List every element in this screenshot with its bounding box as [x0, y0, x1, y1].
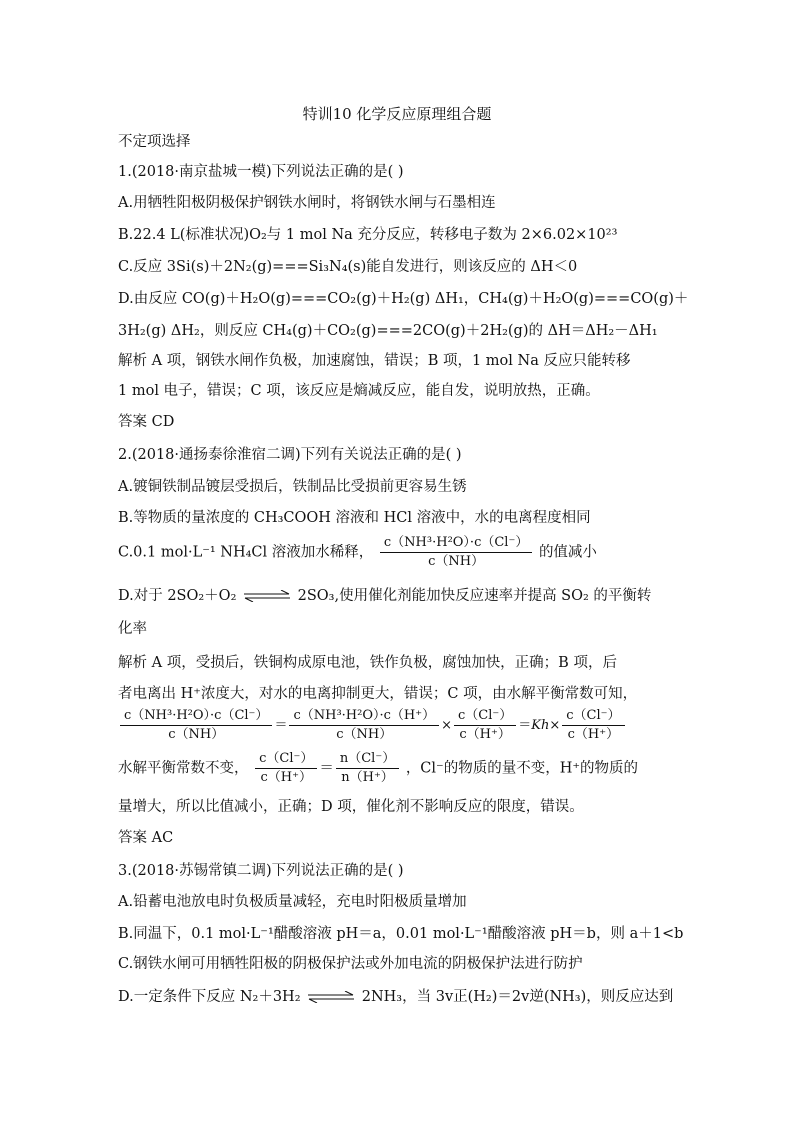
q3-option-d-tail: 2NH₃，当 3v正(H₂)＝2v逆(NH₃)，则反应达到	[361, 989, 674, 1005]
q2-option-d-line2: 化率	[118, 621, 147, 637]
q2-option-d-tail: 2SO₃,使用催化剂能加快反应速率并提高 SO₂ 的平衡转	[297, 588, 652, 604]
q2-analysis-line4: 水解平衡常数不变， $\frac{c(Cl^-)}{c(H^+)}$ ＝ $\frac{n(Cl^-)}{n(H^+)}$ ，Cl⁻的物质的量不变，H⁺的物质的	[118, 751, 638, 785]
q2-option-c-tail: 的值减小	[538, 544, 597, 561]
q3-option-c: C.钢铁水闸可用牺牲阳极的阴极保护法或外加电流的阴极保护法进行防护	[118, 956, 583, 972]
q1-option-c: C.反应 3Si(s)＋2N₂(g)===Si₃N₄(s)能自发进行，则该反应的 ΔH＜0	[118, 259, 578, 275]
q2-analysis-line4-text: 水解平衡常数不变，	[118, 760, 249, 777]
q3-option-d-text: D.一定条件下反应 N₂＋3H₂	[118, 989, 301, 1005]
q2-analysis-line5: 量增大，所以比值减小，正确；D 项，催化剂不影响反应的限度，错误。	[118, 799, 584, 815]
q1-analysis-line1: 解析 A 项，钢铁水闸作负极，加速腐蚀，错误；B 项，1 mol Na 反应只能转移	[118, 353, 631, 369]
q3-stem: 3.(2018·苏锡常镇二调)下列说法正确的是( )	[118, 863, 404, 879]
eq-fraction-1	[120, 707, 272, 744]
fraction-numerator: c（NH³·H²O）·c（Cl⁻）	[380, 534, 532, 553]
fraction-numerator: c（NH³·H²O）·c（Cl⁻）	[120, 707, 272, 726]
q2-option-d-text: D.对于 2SO₂＋O₂	[118, 588, 237, 604]
eq-fraction-2	[289, 707, 439, 744]
q2-option-a: A.镀铜铁制品镀层受损后，铁制品比受损前更容易生锈	[118, 479, 467, 495]
q2-option-c	[118, 534, 597, 571]
q1-option-a: A.用牺牲阳极阴极保护钢铁水闸时，将钢铁水闸与石墨相连	[118, 195, 496, 211]
fraction-denominator: c（H⁺）	[260, 770, 312, 785]
q2-c-fraction	[380, 534, 532, 571]
eq-fraction-5	[255, 750, 317, 787]
q2-analysis-equation: $\frac{\text{c（NH³·H²O）·c（Cl⁻）}}{c(NH)}$ ＝ $\frac{\text{c（NH³·H²O）·c（H⁺）}}{c(NH)}$ × $\frac{c(Cl^-)}{c(H^+)}$ ＝Kh× $\frac{c(Cl^-)}{c(H^+)}$	[118, 707, 627, 744]
q1-analysis-line2: 1 mol 电子，错误；C 项，该反应是熵减反应，能自发，说明放热，正确。	[118, 383, 600, 399]
eq-fraction-6	[336, 750, 399, 787]
kh-symbol: Kh	[531, 718, 550, 733]
q2-option-c-text: C.0.1 mol·L⁻¹ NH₄Cl 溶液加水稀释，	[118, 544, 374, 561]
fraction-denominator: c（NH）	[428, 554, 485, 569]
q3-option-a: A.铅蓄电池放电时负极质量减轻，充电时阳极质量增加	[118, 894, 467, 910]
q1-stem: 1.(2018·南京盐城一模)下列说法正确的是( )	[118, 164, 404, 180]
eq-fraction-4	[562, 707, 624, 744]
q2-option-b: B.等物质的量浓度的 CH₃COOH 溶液和 HCl 溶液中，水的电离程度相同	[118, 510, 591, 526]
fraction-denominator: n（H⁺）	[341, 770, 394, 785]
q1-answer: 答案 CD	[118, 414, 175, 430]
q2-stem: 2.(2018·通扬泰徐淮宿二调)下列有关说法正确的是( )	[118, 447, 462, 463]
equilibrium-arrow-icon	[243, 590, 291, 602]
q1-option-d-line1: D.由反应 CO(g)＋H₂O(g)===CO₂(g)＋H₂(g) ΔH₁，CH₄(g)＋H₂O(g)===CO(g)＋	[118, 291, 689, 307]
fraction-denominator: c（NH）	[336, 727, 393, 742]
fraction-denominator: c（H⁺）	[459, 727, 511, 742]
q2-answer: 答案 AC	[118, 830, 174, 846]
equilibrium-arrow-icon	[307, 991, 355, 1003]
fraction-numerator: c（Cl⁻）	[454, 707, 516, 726]
q1-option-b: B.22.4 L(标准状况)O₂与 1 mol Na 充分反应，转移电子数为 2×6.02×10²³	[118, 227, 618, 243]
q3-option-d	[118, 987, 673, 1007]
fraction-denominator: c（NH）	[168, 727, 225, 742]
q1-option-d-line2: 3H₂(g) ΔH₂，则反应 CH₄(g)＋CO₂(g)===2CO(g)＋2H₂(g)的 ΔH＝ΔH₂－ΔH₁	[118, 323, 658, 339]
q2-option-d	[118, 586, 651, 606]
page-title: 特训10 化学反应原理组合题	[302, 105, 492, 123]
fraction-numerator: n（Cl⁻）	[336, 750, 399, 769]
fraction-denominator: c（H⁺）	[567, 727, 620, 742]
eq-fraction-3	[454, 707, 516, 744]
q3-option-b: B.同温下，0.1 mol·L⁻¹醋酸溶液 pH＝a，0.01 mol·L⁻¹醋酸溶液 pH＝b，则 a＋1<b	[118, 926, 684, 942]
fraction-numerator: c（Cl⁻）	[255, 750, 317, 769]
q2-analysis-line4-tail: ，Cl⁻的物质的量不变，H⁺的物质的	[405, 760, 638, 777]
q2-analysis-line2: 者电离出 H⁺浓度大，对水的电离抑制更大，错误；C 项，由水解平衡常数可知，	[118, 686, 638, 702]
fraction-numerator: c（Cl⁻）	[562, 707, 624, 726]
q2-analysis-line1: 解析 A 项，受损后，铁铜构成原电池，铁作负极，腐蚀加快，正确；B 项，后	[118, 655, 617, 671]
section-heading: 不定项选择	[118, 134, 191, 150]
fraction-numerator: c（NH³·H²O）·c（H⁺）	[289, 707, 439, 726]
